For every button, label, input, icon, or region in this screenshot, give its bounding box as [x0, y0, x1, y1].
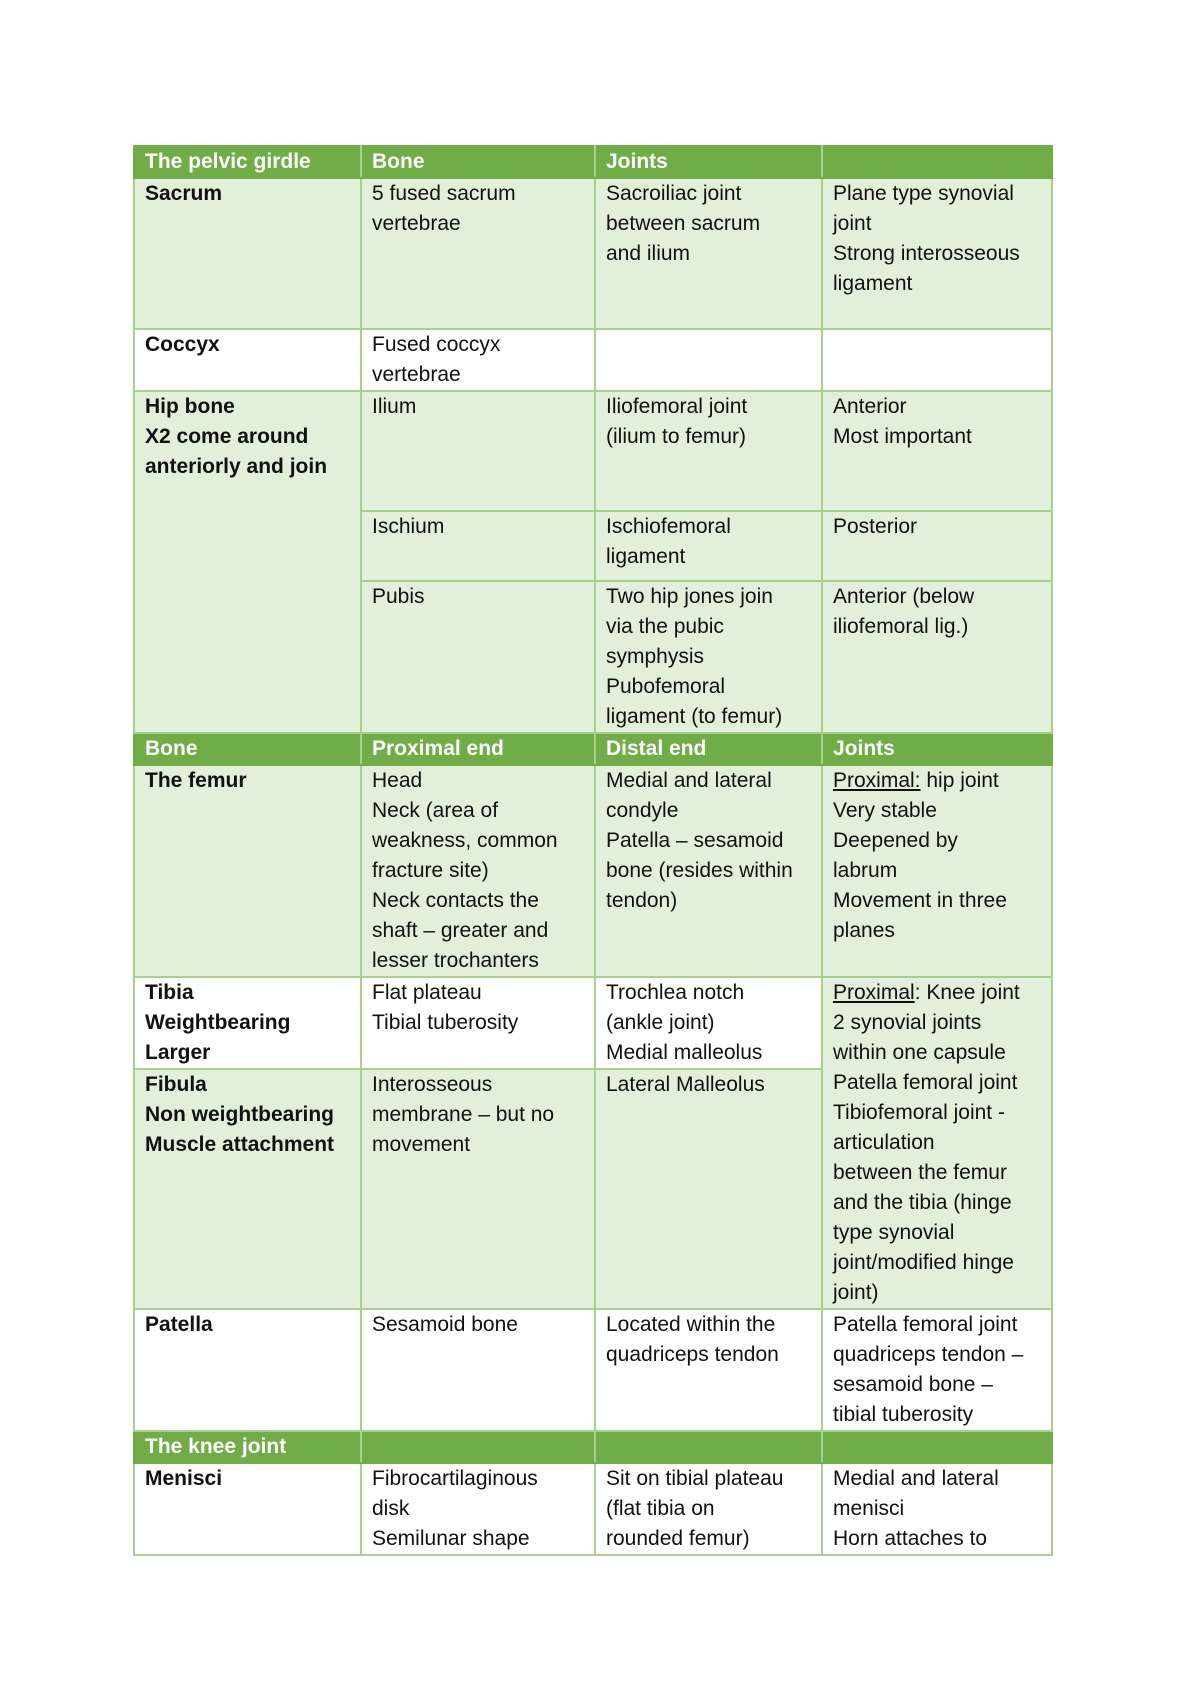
proximal-label: Proximal	[833, 981, 915, 1004]
header-cell: Proximal end	[361, 733, 595, 765]
table-row-sacrum	[134, 178, 1052, 329]
table-cell: Flat plateau Tibial tuberosity	[361, 977, 595, 1069]
table-cell: Medial and lateral menisci Horn attaches to	[822, 1463, 1052, 1555]
table-cell: Head Neck (area of weakness, common fracture site) Neck contacts the shaft – greater and lesser trochanters	[361, 765, 595, 977]
table-cell: Lateral Malleolus	[595, 1069, 822, 1309]
table-row-tibia	[134, 977, 1052, 1069]
table-row-femur	[134, 765, 1052, 977]
table-row-ilium	[134, 391, 1052, 511]
table-cell: Ilium	[361, 391, 595, 511]
table-cell: Fibrocartilaginous disk Semilunar shape	[361, 1463, 595, 1555]
row-label: Patella	[134, 1309, 361, 1431]
header-row-knee	[134, 1431, 1052, 1463]
table-cell: Two hip jones join via the pubic symphysis Pubofemoral ligament (to femur)	[595, 581, 822, 733]
header-row-bones	[134, 733, 1052, 765]
table-cell: Sacroiliac joint between sacrum and ilium	[595, 178, 822, 329]
table-cell: Fused coccyx vertebrae	[361, 329, 595, 391]
table-cell: Plane type synovial joint Strong interosseous ligament	[822, 178, 1052, 329]
joint-text: hip joint Very stable Deepened by labrum Movement in three planes	[833, 769, 1007, 942]
header-cell: Joints	[822, 733, 1052, 765]
table-row-menisci	[134, 1463, 1052, 1555]
row-label: Sacrum	[134, 178, 361, 329]
header-row-pelvic	[134, 146, 1052, 178]
proximal-label: Proximal:	[833, 769, 921, 792]
table-cell: Sesamoid bone	[361, 1309, 595, 1431]
table-cell: Patella femoral joint quadriceps tendon – sesamoid bone – tibial tuberosity	[822, 1309, 1052, 1431]
header-cell	[822, 146, 1052, 178]
table-cell	[595, 329, 822, 391]
table-row-patella	[134, 1309, 1052, 1431]
row-label: Fibula Non weightbearing Muscle attachment	[134, 1069, 361, 1309]
table-cell: Anterior Most important	[822, 391, 1052, 511]
header-cell: The knee joint	[134, 1431, 361, 1463]
table-cell: Interosseous membrane – but no movement	[361, 1069, 595, 1309]
header-cell: Bone	[134, 733, 361, 765]
row-label: Tibia Weightbearing Larger	[134, 977, 361, 1069]
table-cell	[822, 329, 1052, 391]
table-cell	[822, 765, 1052, 977]
header-cell: Bone	[361, 146, 595, 178]
header-cell: The pelvic girdle	[134, 146, 361, 178]
joint-text: : Knee joint 2 synovial joints within one capsule Patella femoral joint Tibiofemoral joint - articulation between the femur and the tibia (hinge type synovial joint/modified hinge joint)	[833, 981, 1020, 1304]
header-cell	[361, 1431, 595, 1463]
table-cell: Located within the quadriceps tendon	[595, 1309, 822, 1431]
table-cell: Pubis	[361, 581, 595, 733]
table-cell	[822, 977, 1052, 1309]
row-label: Menisci	[134, 1463, 361, 1555]
table-cell: 5 fused sacrum vertebrae	[361, 178, 595, 329]
header-cell: Joints	[595, 146, 822, 178]
table-row-coccyx	[134, 329, 1052, 391]
table-cell: Ischiofemoral ligament	[595, 511, 822, 581]
table-cell: Sit on tibial plateau (flat tibia on rounded femur)	[595, 1463, 822, 1555]
header-cell	[822, 1431, 1052, 1463]
table-cell: Posterior	[822, 511, 1052, 581]
row-label: Coccyx	[134, 329, 361, 391]
row-label: Hip bone X2 come around anteriorly and join	[134, 391, 361, 733]
table-cell: Anterior (below iliofemoral lig.)	[822, 581, 1052, 733]
table-cell: Ischium	[361, 511, 595, 581]
table-cell: Trochlea notch (ankle joint) Medial malleolus	[595, 977, 822, 1069]
table-cell: Iliofemoral joint (ilium to femur)	[595, 391, 822, 511]
table-cell: Medial and lateral condyle Patella – sesamoid bone (resides within tendon)	[595, 765, 822, 977]
row-label: The femur	[134, 765, 361, 977]
header-cell: Distal end	[595, 733, 822, 765]
anatomy-table	[133, 145, 1053, 1556]
header-cell	[595, 1431, 822, 1463]
